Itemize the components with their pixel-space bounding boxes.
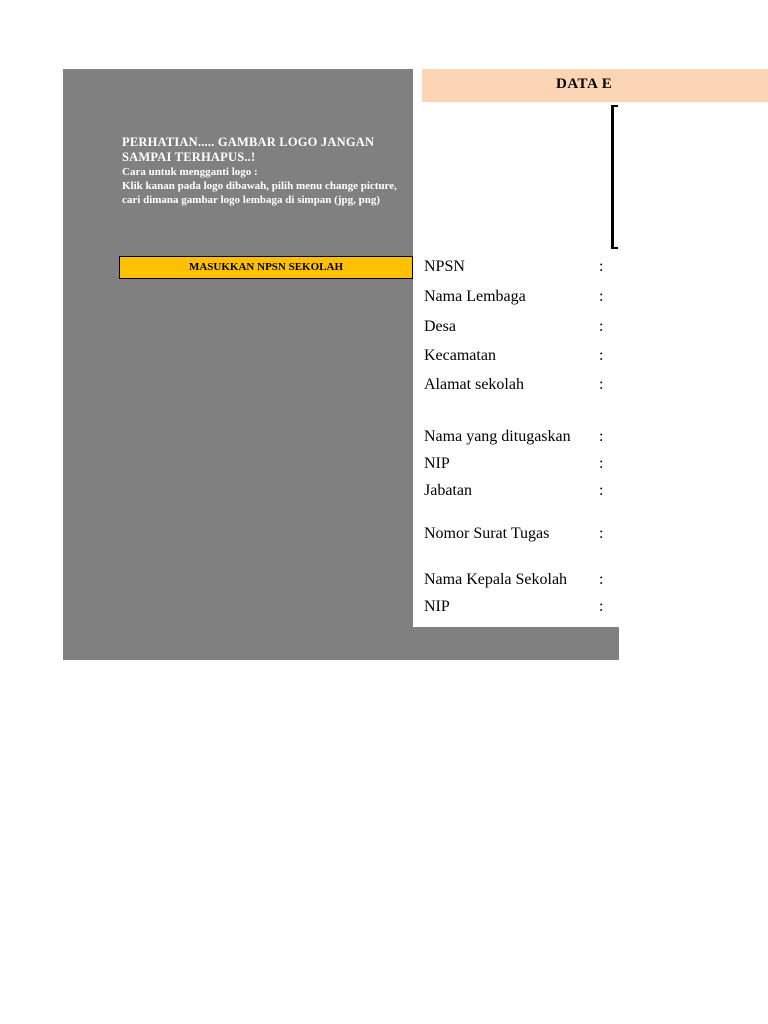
- field-label-nama-ditugaskan: Nama yang ditugaskan: [424, 428, 571, 445]
- field-colon: :: [599, 455, 604, 472]
- notice-warning: PERHATIAN..... GAMBAR LOGO JANGAN SAMPAI TERHAPUS..!: [122, 135, 375, 164]
- field-label-alamat-sekolah: Alamat sekolah: [424, 376, 524, 393]
- field-label-nama-kepala-sekolah: Nama Kepala Sekolah: [424, 571, 568, 588]
- field-label-nip-kepala: NIP: [424, 598, 450, 615]
- field-label-nip: NIP: [424, 455, 450, 472]
- field-colon: :: [599, 318, 604, 335]
- field-label-nama-lembaga: Nama Lembaga: [424, 288, 526, 305]
- logo-notice: [122, 135, 412, 207]
- field-label-jabatan: Jabatan: [424, 482, 472, 499]
- field-colon: :: [599, 428, 604, 445]
- field-colon: :: [599, 258, 604, 275]
- notice-instruction-text: Klik kanan pada logo dibawah, pilih menu change picture, cari dimana gambar logo lembaga di simpan (jpg, png): [122, 180, 397, 206]
- field-label-nomor-surat-tugas: Nomor Surat Tugas: [424, 525, 550, 542]
- header-bar: [422, 69, 768, 102]
- field-label-desa: Desa: [424, 318, 456, 335]
- field-colon: :: [599, 376, 604, 393]
- notice-instruction-title: Cara untuk mengganti logo :: [122, 166, 258, 178]
- field-colon: :: [599, 288, 604, 305]
- field-colon: :: [599, 347, 604, 364]
- field-colon: :: [599, 571, 604, 588]
- field-label-npsn: NPSN: [424, 258, 465, 275]
- enter-npsn-button[interactable]: MASUKKAN NPSN SEKOLAH: [119, 256, 413, 279]
- logo-placeholder-bracket[interactable]: [611, 105, 618, 249]
- field-colon: :: [599, 482, 604, 499]
- field-label-kecamatan: Kecamatan: [424, 347, 496, 364]
- field-colon: :: [599, 598, 604, 615]
- field-colon: :: [599, 525, 604, 542]
- header-title: DATA E: [556, 76, 613, 92]
